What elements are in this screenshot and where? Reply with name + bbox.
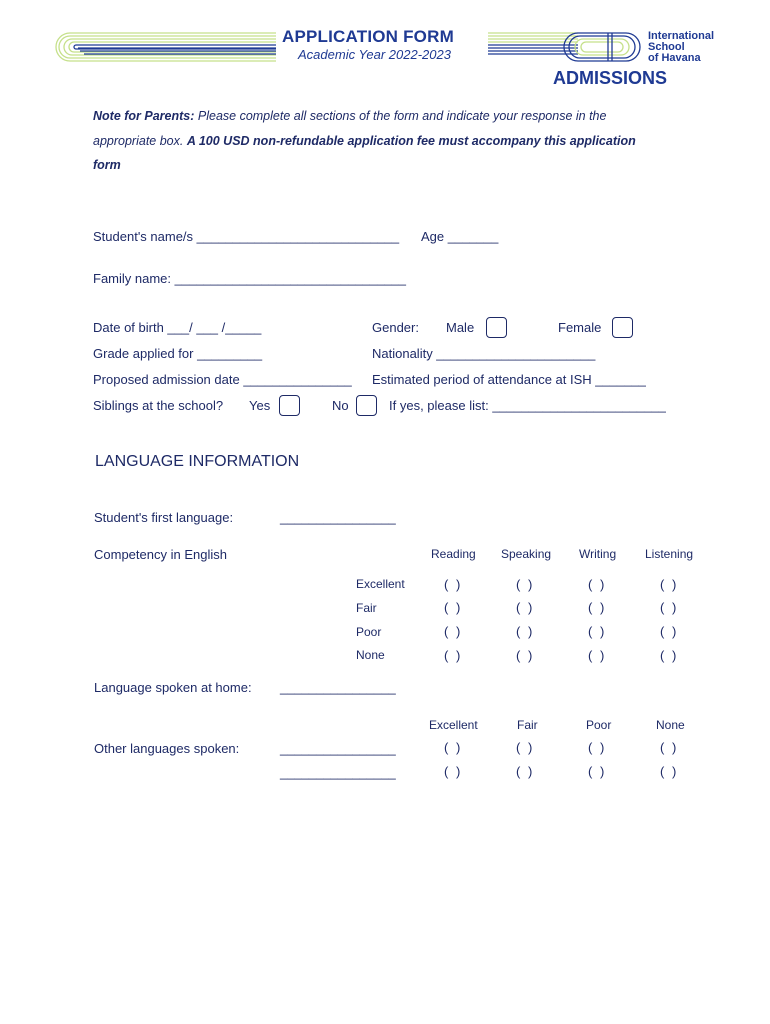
female-checkbox[interactable] (612, 317, 633, 338)
skill-writing-header: Writing (579, 547, 617, 561)
other-language-choice[interactable]: ( ) (444, 740, 463, 755)
admission-date-field[interactable]: Proposed admission date _______________ (93, 372, 352, 387)
brand-line-2: School (648, 41, 685, 53)
note-line-2 (93, 134, 636, 148)
grade-field[interactable]: Grade applied for _________ (93, 346, 263, 361)
other-language-choice[interactable]: ( ) (588, 740, 607, 755)
level-none-label: None (356, 648, 385, 662)
note-text-1: Please complete all sections of the form and indicate your response in the (194, 109, 607, 123)
student-name-field[interactable]: Student's name/s ____________________________ (93, 229, 400, 244)
other-language-choice[interactable]: ( ) (444, 764, 463, 779)
home-language-label: Language spoken at home: (94, 680, 252, 695)
other-language-choice[interactable]: ( ) (660, 740, 679, 755)
school-logo-icon (488, 30, 648, 64)
first-language-label: Student's first language: (94, 510, 234, 525)
competency-choice[interactable]: ( ) (660, 577, 679, 592)
competency-choice[interactable]: ( ) (588, 577, 607, 592)
level-fair-label: Fair (356, 601, 377, 615)
other-language-input-2[interactable]: ________________ (280, 765, 396, 780)
brand-line-1: International (648, 30, 715, 42)
competency-choice[interactable]: ( ) (516, 600, 535, 615)
other-language-choice[interactable]: ( ) (516, 764, 535, 779)
competency-choice[interactable]: ( ) (444, 600, 463, 615)
siblings-yes-label: Yes (249, 398, 271, 413)
other-level-fair-header: Fair (517, 718, 538, 732)
home-language-input[interactable]: ________________ (280, 680, 396, 695)
fee-notice: A 100 USD non-refundable application fee must accompany this application (186, 134, 636, 148)
competency-choice[interactable]: ( ) (516, 577, 535, 592)
skill-speaking-header: Speaking (501, 547, 552, 561)
competency-choice[interactable]: ( ) (660, 648, 679, 663)
age-field[interactable]: Age _______ (421, 229, 499, 244)
admissions-heading: ADMISSIONS (553, 68, 668, 88)
note-label: Note for Parents: (93, 109, 195, 123)
brand-line-3: of Havana (648, 52, 701, 64)
female-label: Female (558, 320, 602, 335)
other-language-choice[interactable]: ( ) (588, 764, 607, 779)
fee-notice-end: form (93, 158, 121, 172)
male-checkbox[interactable] (486, 317, 507, 338)
competency-choice[interactable]: ( ) (444, 577, 463, 592)
form-title: APPLICATION FORM (282, 27, 454, 46)
nationality-field[interactable]: Nationality ______________________ (372, 346, 596, 361)
other-level-excellent-header: Excellent (429, 718, 478, 732)
siblings-yes-checkbox[interactable] (279, 395, 300, 416)
first-language-input[interactable]: ________________ (280, 510, 396, 525)
academic-year: Academic Year 2022-2023 (298, 47, 451, 62)
other-language-input-1[interactable]: ________________ (280, 741, 396, 756)
competency-choice[interactable]: ( ) (444, 624, 463, 639)
note-line-3 (93, 158, 121, 172)
language-section-title: LANGUAGE INFORMATION (95, 453, 300, 470)
header-left-stripes (50, 30, 276, 64)
siblings-label: Siblings at the school? (93, 398, 224, 413)
other-language-choice[interactable]: ( ) (516, 740, 535, 755)
competency-label: Competency in English (94, 547, 227, 562)
date-of-birth-field[interactable]: Date of birth ___/ ___ /_____ (93, 320, 262, 335)
level-excellent-label: Excellent (356, 577, 405, 591)
other-level-none-header: None (656, 718, 685, 732)
male-label: Male (446, 320, 475, 335)
siblings-list-field[interactable]: If yes, please list: ________________________ (389, 398, 666, 413)
siblings-no-checkbox[interactable] (356, 395, 377, 416)
other-language-choice[interactable]: ( ) (660, 764, 679, 779)
level-poor-label: Poor (356, 625, 382, 639)
other-level-poor-header: Poor (586, 718, 612, 732)
skill-listening-header: Listening (645, 547, 694, 561)
competency-choice[interactable]: ( ) (660, 600, 679, 615)
gender-label: Gender: (372, 320, 419, 335)
competency-choice[interactable]: ( ) (444, 648, 463, 663)
competency-choice[interactable]: ( ) (516, 624, 535, 639)
other-languages-label: Other languages spoken: (94, 741, 240, 756)
competency-choice[interactable]: ( ) (516, 648, 535, 663)
siblings-no-label: No (332, 398, 349, 413)
note-line-1 (93, 109, 606, 123)
competency-choice[interactable]: ( ) (588, 648, 607, 663)
note-text-2: appropriate box. (93, 134, 187, 148)
skill-reading-header: Reading (431, 547, 476, 561)
competency-choice[interactable]: ( ) (660, 624, 679, 639)
attendance-period-field[interactable]: Estimated period of attendance at ISH _______ (372, 372, 646, 387)
competency-choice[interactable]: ( ) (588, 624, 607, 639)
competency-choice[interactable]: ( ) (588, 600, 607, 615)
family-name-field[interactable]: Family name: ________________________________ (93, 271, 406, 286)
